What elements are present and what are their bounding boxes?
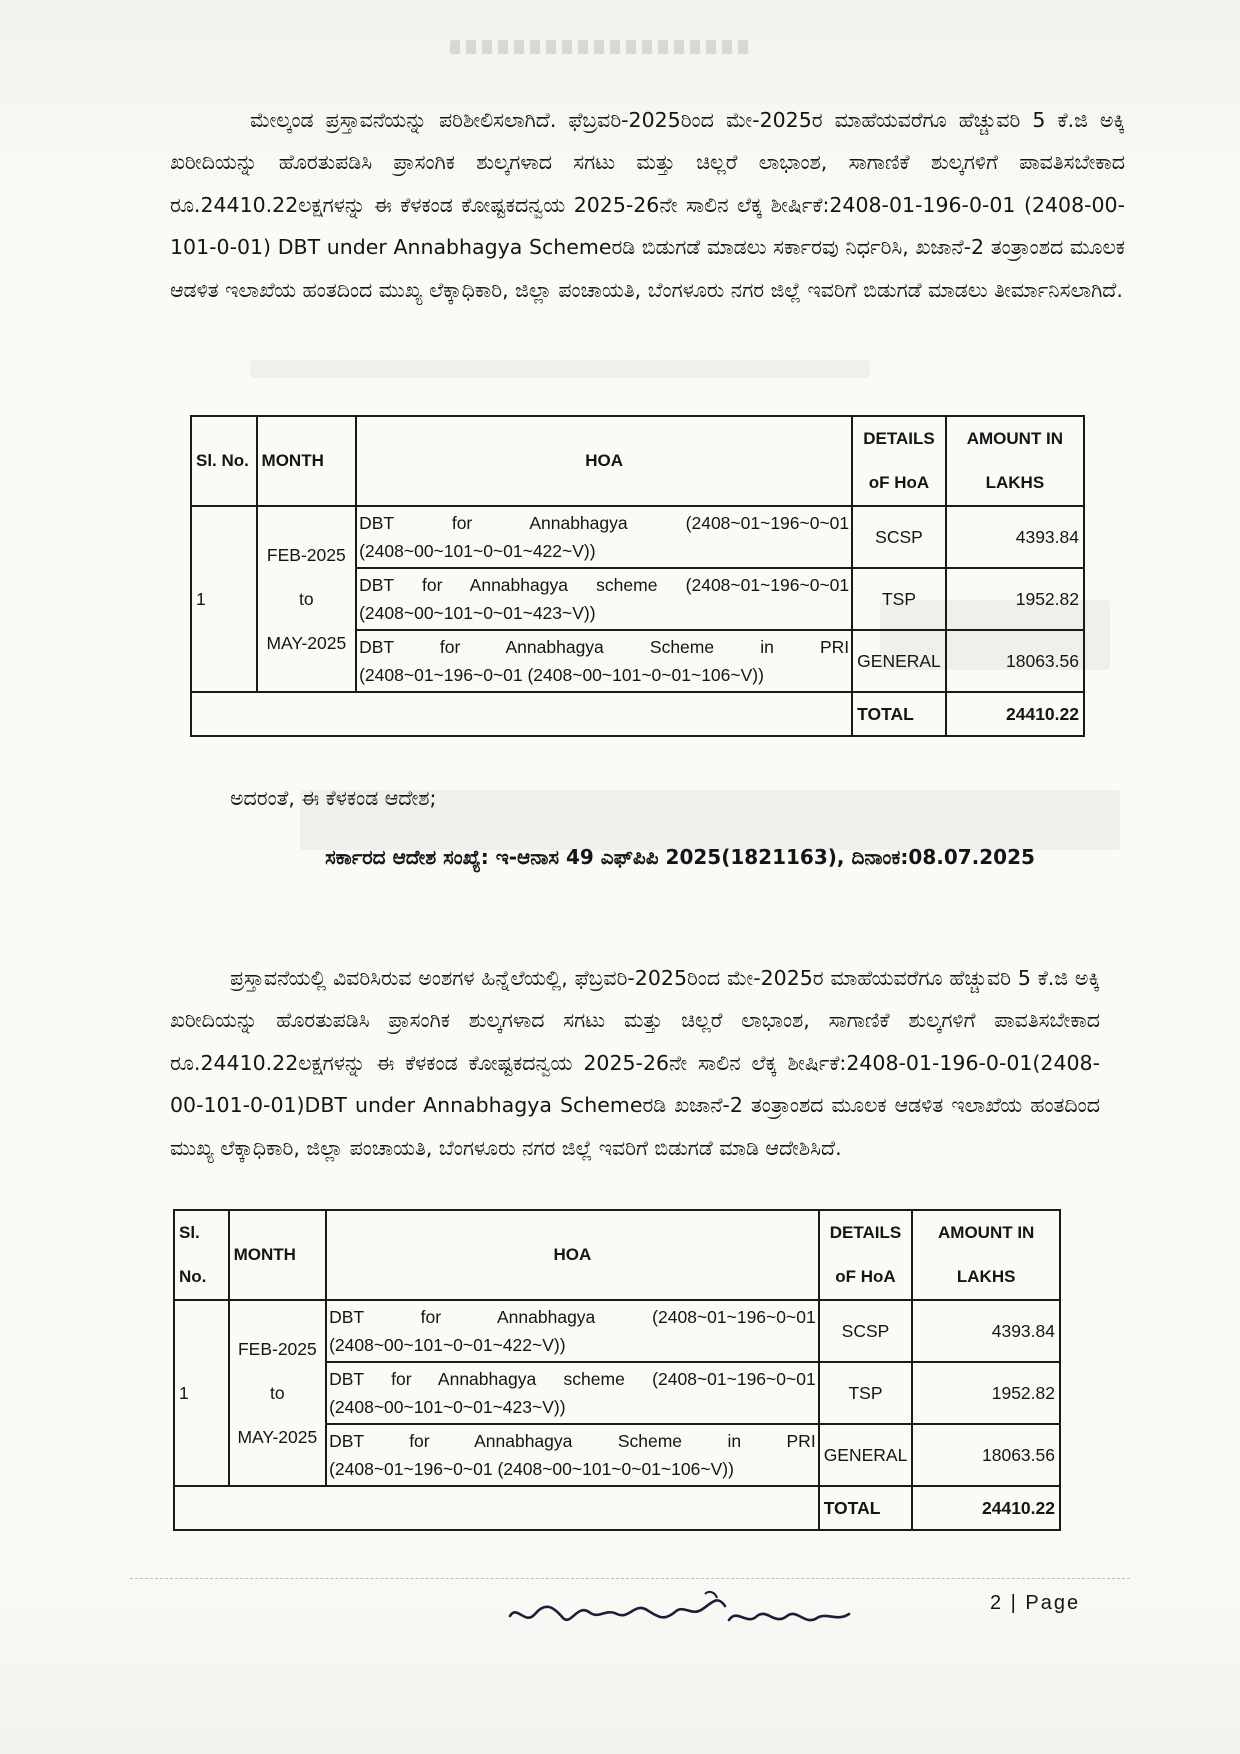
hoa-cell: [356, 568, 852, 630]
details-cell: TSP: [819, 1362, 913, 1424]
hoa-header: HOA: [356, 416, 852, 506]
table-row: [174, 1300, 1060, 1362]
hoa-line2: (2408~00~101~0~01~422~V)): [359, 541, 596, 561]
hoa-cell: [356, 506, 852, 568]
order-paragraph: ಪ್ರಸ್ತಾವನೆಯಲ್ಲಿ ವಿವರಿಸಿರುವ ಅಂಶಗಳ ಹಿನ್ನೆಲೆಯಲ್ಲಿ, ಫೆಬ್ರವರಿ-2025ರಿಂದ ಮೇ-2025ರ ಮಾಹೆಯವರೆಗೂ ಹೆಚ್ಚುವರಿ 5 ಕೆ.ಜಿ ಅಕ್ಕಿ ಖರೀದಿಯನ್ನು ಹೊರತುಪಡಿಸಿ ಪ್ರಾಸಂಗಿಕ ಶುಲ್ಕಗಳಾದ ಸಗಟು ಮತ್ತು ಚಿಲ್ಲರೆ ಲಾಭಾಂಶ, ಸಾಗಾಣಿಕೆ ಶುಲ್ಕಗಳಿಗೆ ಪಾವತಿಸಬೇಕಾದ ರೂ.24410.22ಲಕ್ಷಗಳನ್ನು ಈ ಕೆಳಕಂಡ ಕೋಷ್ಟಕದನ್ವಯ 2025-26ನೇ ಸಾಲಿನ ಲೆಕ್ಕ ಶೀರ್ಷಿಕೆ:2408-01-196-0-01(2408-00-101-0-01)DBT under Annabhagya Schemeರಡಿ ಖಜಾನೆ-2 ತಂತ್ರಾಂಶದ ಮೂಲಕ ಆಡಳಿತ ಇಲಾಖೆಯ ಹಂತದಿಂದ ಮುಖ್ಯ ಲೆಕ್ಕಾಧಿಕಾರಿ, ಜಿಲ್ಲಾ ಪಂಚಾಯತಿ, ಬೆಂಗಳೂರು ನಗರ ಜಿಲ್ಲೆ ಇವರಿಗೆ ಬಿಡುಗಡೆ ಮಾಡಿ ಆದೇಶಿಸಿದೆ.: [170, 965, 1100, 1160]
hoa-line2: (2408~01~196~0~01 (2408~00~101~0~01~106~V)): [329, 1459, 734, 1479]
details-cell: GENERAL: [852, 630, 946, 692]
hoa-cell: [326, 1300, 819, 1362]
hoa-line1: DBT for Annabhagya (2408~01~196~0~01: [329, 1307, 816, 1327]
hoa-allocation-table: [190, 415, 1085, 737]
month-to: MAY-2025: [237, 1427, 318, 1447]
amount-cell: 1952.82: [912, 1362, 1060, 1424]
order-intro: ಅದರಂತೆ, ಈ ಕೆಳಕಂಡ ಆದೇಶ;: [230, 786, 437, 810]
amount-header-line1: AMOUNT IN: [938, 1223, 1035, 1242]
details-header-line1: DETAILS: [863, 429, 935, 448]
hoa-cell: [326, 1424, 819, 1486]
total-blank-cell: [174, 1486, 819, 1530]
month-to-word: to: [270, 1383, 285, 1403]
amount-cell: 18063.56: [912, 1424, 1060, 1486]
table-header-row: [191, 416, 1084, 506]
hoa-line1: DBT for Annabhagya Scheme in PRI: [329, 1431, 816, 1451]
details-cell: GENERAL: [819, 1424, 913, 1486]
month-to: MAY-2025: [266, 633, 347, 653]
details-cell: SCSP: [819, 1300, 913, 1362]
hoa-line1: DBT for Annabhagya scheme (2408~01~196~0~01: [359, 575, 850, 595]
month-cell: [229, 1300, 326, 1486]
amount-cell: 4393.84: [946, 506, 1084, 568]
hoa-line2: (2408~00~101~0~01~423~V)): [359, 603, 596, 623]
table-row: [191, 506, 1084, 568]
hoa-line1: DBT for Annabhagya Scheme in PRI: [359, 637, 850, 657]
details-header: [852, 416, 946, 506]
total-label: TOTAL: [852, 692, 946, 736]
hoa-cell: [356, 630, 852, 692]
footer-divider: [130, 1578, 1130, 1579]
month-header: MONTH: [229, 1210, 326, 1300]
details-cell: SCSP: [852, 506, 946, 568]
hoa-line2: (2408~01~196~0~01 (2408~00~101~0~01~106~V)): [359, 665, 764, 685]
total-row: [174, 1486, 1060, 1530]
bleed-through-header: [450, 40, 750, 54]
amount-cell: 1952.82: [946, 568, 1084, 630]
month-header: MONTH: [257, 416, 357, 506]
hoa-line2: (2408~00~101~0~01~422~V)): [329, 1335, 566, 1355]
total-amount: 24410.22: [912, 1486, 1060, 1530]
month-cell: [257, 506, 357, 692]
total-blank-cell: [191, 692, 852, 736]
handwritten-signature: [505, 1586, 855, 1642]
details-cell: TSP: [852, 568, 946, 630]
page-number: 2 | Page: [990, 1592, 1081, 1614]
hoa-line2: (2408~00~101~0~01~423~V)): [329, 1397, 566, 1417]
details-header-line1: DETAILS: [829, 1223, 902, 1242]
total-amount: 24410.22: [946, 692, 1084, 736]
hoa-header: HOA: [326, 1210, 819, 1300]
table-header-row: [174, 1210, 1060, 1300]
month-to-word: to: [299, 589, 314, 609]
hoa-allocation-table: [173, 1209, 1061, 1531]
amount-cell: 18063.56: [946, 630, 1084, 692]
details-header-line2: oF HoA: [835, 1267, 896, 1286]
details-header: [819, 1210, 913, 1300]
sl-no-cell: 1: [174, 1300, 229, 1486]
hoa-line1: DBT for Annabhagya (2408~01~196~0~01: [359, 513, 850, 533]
hoa-line1: DBT for Annabhagya scheme (2408~01~196~0~01: [329, 1369, 816, 1389]
hoa-cell: [326, 1362, 819, 1424]
amount-header: [912, 1210, 1060, 1300]
bleed-through-text: [250, 360, 870, 378]
total-row: [191, 692, 1084, 736]
sl-no-header: Sl. No.: [174, 1210, 229, 1300]
decision-paragraph: ಮೇಲ್ಕಂಡ ಪ್ರಸ್ತಾವನೆಯನ್ನು ಪರಿಶೀಲಿಸಲಾಗಿದೆ. ಫೆಬ್ರವರಿ-2025ರಿಂದ ಮೇ-2025ರ ಮಾಹೆಯವರೆಗೂ ಹೆಚ್ಚುವರಿ 5 ಕೆ.ಜಿ ಅಕ್ಕಿ ಖರೀದಿಯನ್ನು ಹೊರತುಪಡಿಸಿ ಪ್ರಾಸಂಗಿಕ ಶುಲ್ಕಗಳಾದ ಸಗಟು ಮತ್ತು ಚಿಲ್ಲರೆ ಲಾಭಾಂಶ, ಸಾಗಾಣಿಕೆ ಶುಲ್ಕಗಳಿಗೆ ಪಾವತಿಸಬೇಕಾದ ರೂ.24410.22ಲಕ್ಷಗಳನ್ನು ಈ ಕೆಳಕಂಡ ಕೋಷ್ಟಕದನ್ವಯ 2025-26ನೇ ಸಾಲಿನ ಲೆಕ್ಕ ಶೀರ್ಷಿಕೆ:2408-01-196-0-01 (2408-00-101-0-01) DBT under Annabhagya Schemeರಡಿ ಬಿಡುಗಡೆ ಮಾಡಲು ಸರ್ಕಾರವು ನಿರ್ಧರಿಸಿ, ಖಜಾನೆ-2 ತಂತ್ರಾಂಶದ ಮೂಲಕ ಆಡಳಿತ ಇಲಾಖೆಯ ಹಂತದಿಂದ ಮುಖ್ಯ ಲೆಕ್ಕಾಧಿಕಾರಿ, ಜಿಲ್ಲಾ ಪಂಚಾಯತಿ, ಬೆಂಗಳೂರು ನಗರ ಜಿಲ್ಲೆ ಇವರಿಗೆ ಬಿಡುಗಡೆ ಮಾಡಲು ತೀರ್ಮಾನಿಸಲಾಗಿದೆ.: [170, 107, 1125, 302]
amount-header-line1: AMOUNT IN: [966, 429, 1064, 448]
amount-header-line2: LAKHS: [956, 1267, 1016, 1286]
total-label: TOTAL: [819, 1486, 913, 1530]
sl-no-cell: 1: [191, 506, 257, 692]
amount-cell: 4393.84: [912, 1300, 1060, 1362]
details-header-line2: oF HoA: [868, 473, 930, 492]
month-from: FEB-2025: [266, 545, 346, 565]
amount-header-line2: LAKHS: [985, 473, 1045, 492]
amount-header: [946, 416, 1084, 506]
sl-no-header: Sl. No.: [191, 416, 257, 506]
month-from: FEB-2025: [237, 1339, 317, 1359]
government-order-number: ಸರ್ಕಾರದ ಆದೇಶ ಸಂಖ್ಯೆ: ಇ-ಆನಾಸ 49 ಎಫ್‌ಪಿಪಿ 2025(1821163), ದಿನಾಂಕ:08.07.2025: [325, 845, 1035, 869]
